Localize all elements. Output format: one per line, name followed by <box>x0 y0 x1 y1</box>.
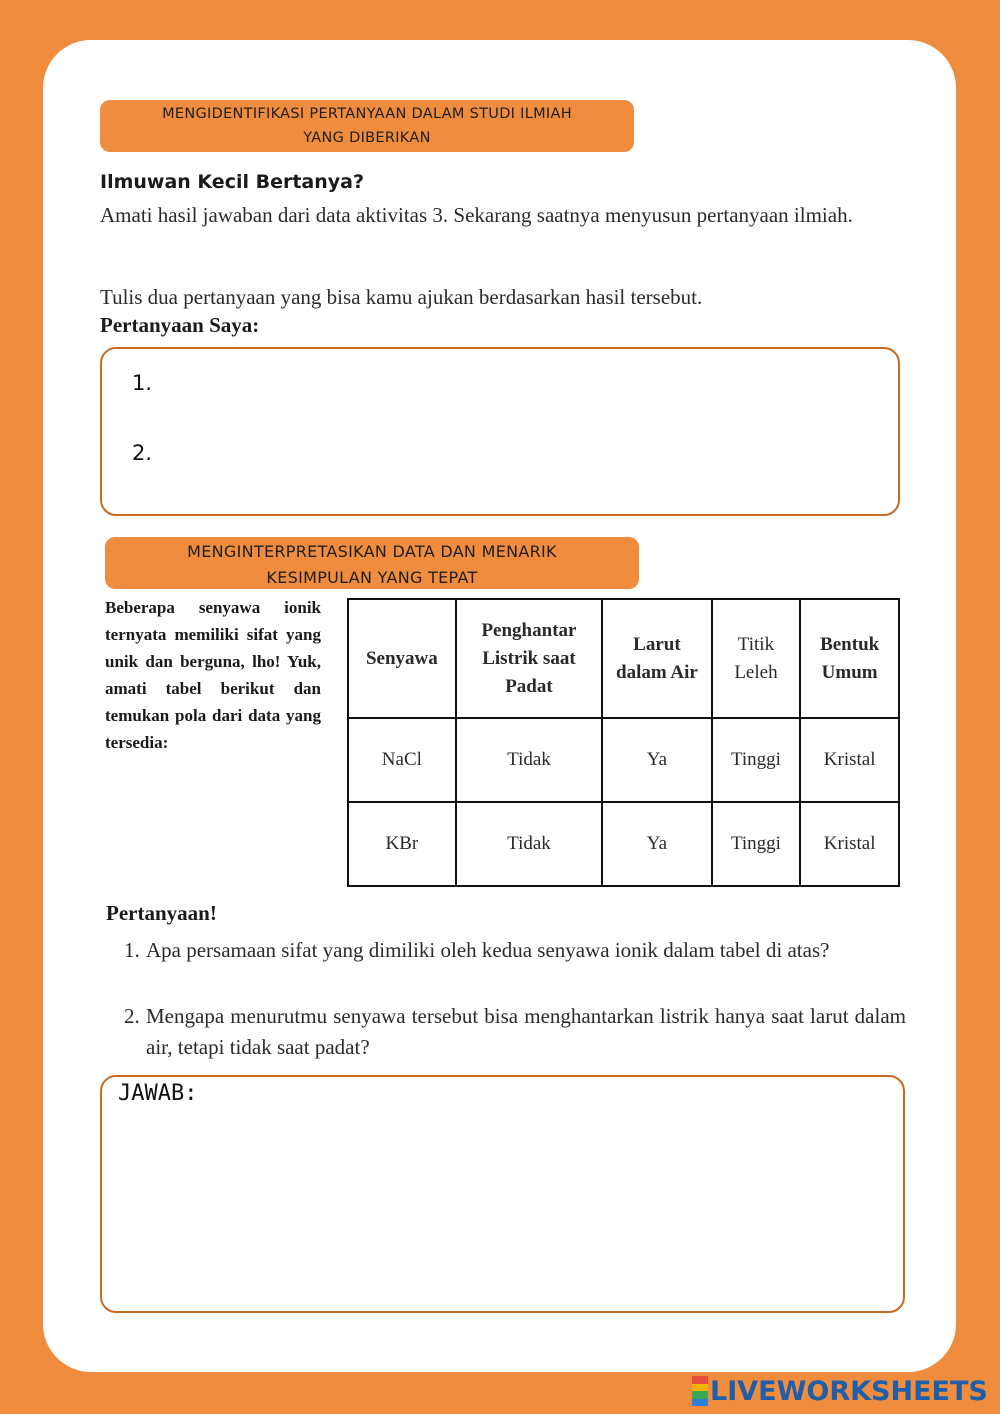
table-cell: KBr <box>348 802 456 886</box>
table-row <box>348 802 899 886</box>
logo-badge-icon <box>692 1376 708 1406</box>
answer-box[interactable] <box>100 1075 905 1313</box>
question-number: 2. <box>124 1004 140 1028</box>
banner-line: KESIMPULAN YANG TEPAT <box>266 568 478 587</box>
section-banner-identify <box>100 100 634 152</box>
table-header-cell: Larut dalam Air <box>602 599 711 718</box>
question-item <box>124 935 906 966</box>
table-header-cell: Bentuk Umum <box>800 599 899 718</box>
instruction-paragraph: Tulis dua pertanyaan yang bisa kamu ajukan berdasarkan hasil tersebut. <box>100 285 703 309</box>
table-cell: Tinggi <box>712 802 801 886</box>
table-header-cell: Penghantar Listrik saat Padat <box>456 599 603 718</box>
intro-paragraph: Amati hasil jawaban dari data aktivitas 3. Sekarang saatnya menyusun pertanyaan ilmiah. <box>100 203 853 227</box>
table-header-row <box>348 599 899 718</box>
question-item <box>124 1001 906 1063</box>
table-cell: Kristal <box>800 718 899 802</box>
table-intro-text: Beberapa senyawa ionik ternyata memiliki sifat yang unik dan berguna, lho! Yuk, amati tabel berikut dan temukan pola dari data yang tersedia: <box>105 598 321 752</box>
my-questions-answer-box[interactable] <box>100 347 900 516</box>
questions-title: Pertanyaan! <box>106 901 217 925</box>
section-subtitle: Ilmuwan Kecil Bertanya? <box>100 171 364 193</box>
question-text: Apa persamaan sifat yang dimiliki oleh kedua senyawa ionik dalam tabel di atas? <box>146 938 830 962</box>
section-banner-interpret <box>105 537 639 589</box>
table-cell: Tinggi <box>712 718 801 802</box>
ionic-compounds-table <box>347 598 900 887</box>
banner-line: MENGINTERPRETASIKAN DATA DAN MENARIK <box>187 542 557 561</box>
table-cell: Ya <box>602 802 711 886</box>
table-cell: NaCl <box>348 718 456 802</box>
table-cell: Tidak <box>456 718 603 802</box>
banner-line: MENGIDENTIFIKASI PERTANYAAN DALAM STUDI ILMIAH <box>162 106 572 122</box>
question-number: 1. <box>124 938 140 962</box>
table-header-cell: Titik Leleh <box>712 599 801 718</box>
liveworksheets-logo[interactable] <box>692 1373 988 1409</box>
my-questions-label: Pertanyaan Saya: <box>100 313 260 337</box>
logo-text: LIVEWORKSHEETS <box>710 1375 988 1407</box>
table-cell: Kristal <box>800 802 899 886</box>
answer-label: JAWAB: <box>118 1081 198 1106</box>
question-text: Mengapa menurutmu senyawa tersebut bisa menghantarkan listrik hanya saat larut dalam air, tetapi tidak saat padat? <box>146 1004 906 1059</box>
answer-number-1: 1. <box>132 371 153 395</box>
answer-number-2: 2. <box>132 441 153 465</box>
table-cell: Ya <box>602 718 711 802</box>
banner-line: YANG DIBERIKAN <box>303 130 431 146</box>
table-row <box>348 718 899 802</box>
table-cell: Tidak <box>456 802 603 886</box>
table-header-cell: Senyawa <box>348 599 456 718</box>
